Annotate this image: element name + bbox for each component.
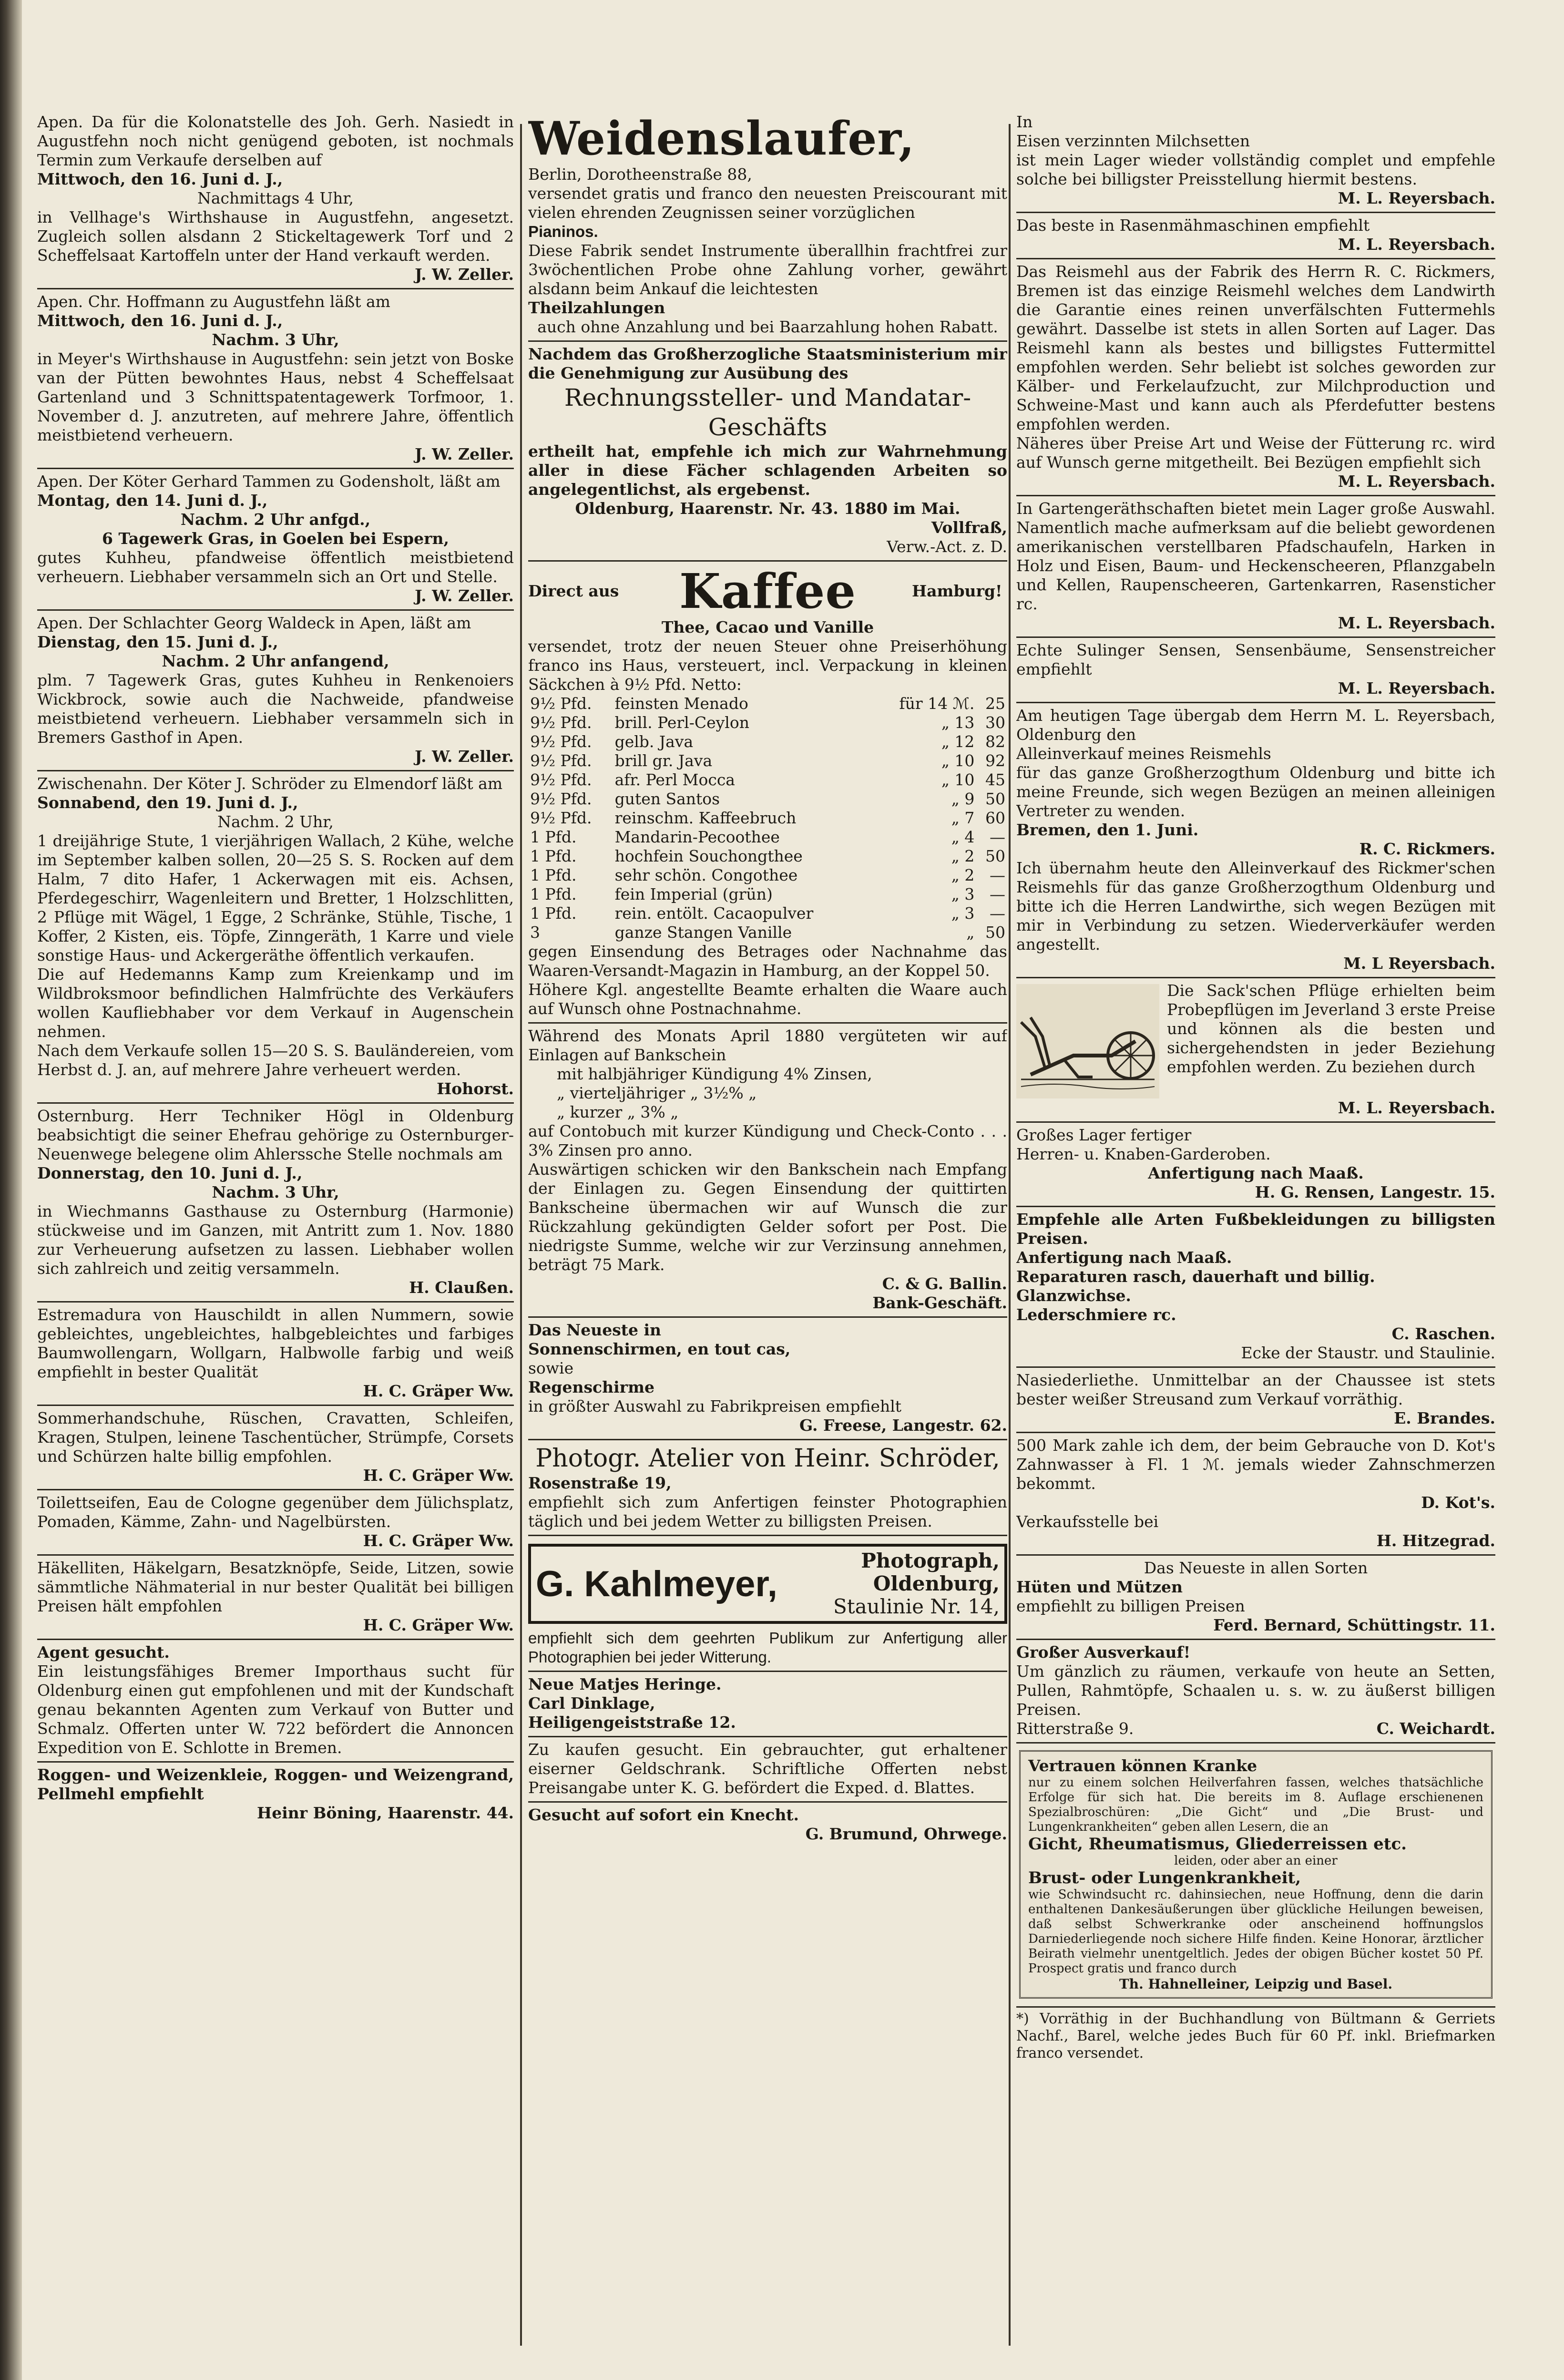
price-cell-c: 50 [985,847,1005,865]
price-row [528,923,1007,942]
column-rule [1009,124,1011,2346]
page-gutter [0,0,22,2380]
ad-signature: D. Kot's. [1421,1493,1495,1512]
ad-body: gutes Kuhheu, pfandweise öffentlich meistbietend verheuern. Liebhaber versammeln sich an Ort und Stelle. [37,548,514,586]
ad-body: Estremadura von Hauschildt in allen Nummern, sowie gebleichtes, ungebleichtes, halbgebleichtes und farbiges Baumwollengarn, Wollgarn, Halbwolle farbig und weiß empfiehlt in bester Qualität [37,1305,514,1381]
ad-time: Nachm. 3 Uhr, [212,330,339,349]
ad-body: Nach dem Verkaufe sollen 15—20 S. S. Bauländereien, vom Herbst d. J. an, auf mehrere Jahre verheuert werden. [37,1041,514,1079]
ad-signature: C. Raschen. [1391,1324,1495,1343]
ad-title: Photogr. Atelier von Heinr. Schröder, [535,1444,1000,1473]
ad-text: Das Neueste in allen Sorten [1144,1559,1368,1577]
ad-text: versendet gratis und franco den neuesten Preiscourant mit vielen ehrenden Zeugnissen seiner vorzüglichen [528,184,1007,222]
ad-graeper-handschuhe [37,1406,514,1490]
ad-title: Großes Lager fertiger [1016,1126,1192,1144]
plough-illustration [1016,984,1159,1098]
ad-date: Mittwoch, den 16. Juni d. J., [37,170,283,188]
ad-title: Neue Matjes Heringe. [528,1675,722,1693]
ad-apen-waldeck [37,611,514,771]
ad-line: Glanzwichse. [1016,1286,1131,1305]
price-row [528,847,1007,866]
ad-text: Apen. Chr. Hoffmann zu Augustfehn läßt am [37,292,390,311]
price-cell-q: 3 [530,923,540,942]
price-cell-p: „ 4 [951,828,975,846]
price-cell-n: rein. entölt. Cacaopulver [614,904,814,923]
kahlmeyer-details [777,1549,1000,1618]
column-right [1016,110,1495,2360]
ad-signature-sub: Ecke der Staustr. und Staulinie. [1241,1344,1495,1362]
ad-signature: Th. Hahnelleiner, Leipzig und Basel. [1119,1976,1393,1992]
ad-line: Heiligengeiststraße 12. [528,1713,736,1732]
detail-line: Oldenburg, [873,1572,1000,1595]
ad-signature: M. L. Reyersbach. [1338,189,1495,207]
price-cell-n: feinsten Menado [614,694,748,713]
ad-date: Dienstag, den 15. Juni d. J., [37,633,278,651]
ad-text: Während des Monats April 1880 vergüteten wir auf Einlagen auf Bankschein [528,1026,1007,1064]
price-cell-c: — [990,904,1005,923]
ad-text: Am heutigen Tage übergab dem Herrn M. L. Reyersbach, Oldenburg den [1016,706,1495,744]
ad-schroeder-photo [528,1440,1007,1536]
ad-body: Ich übernahm heute den Alleinverkauf des Rickmer'schen Reismehls für das ganze Großherzogthum Oldenburg und bitte ich die Herren Landwirthe, sich wegen Bezügen mit mir in Verbindung zu setzen. Wiederverkäufer werden angestellt. [1016,859,1495,954]
ad-graeper-toilette [37,1490,514,1556]
ad-body: Die Sack'schen Pflüge erhielten beim Probepflügen im Jeverland 3 erste Preise und können als die besten und sichergehendsten in jeder Beziehung empfohlen werden. Zu beziehen durch [1167,981,1495,1076]
ad-title: Agent gesucht. [37,1643,170,1662]
price-cell-p: „ 7 [951,809,975,827]
ad-time: Nachm. 2 Uhr, [217,812,334,831]
ad-body: Verkaufsstelle bei [1016,1512,1159,1531]
price-cell-p: „ [966,923,975,942]
ad-brandes [1016,1368,1495,1433]
price-row [528,866,1007,885]
ad-body: Anfertigung nach Maaß. [1148,1164,1364,1182]
ad-signature: H. Hitzegrad. [1376,1531,1495,1550]
ad-time: Nachmittags 4 Uhr, [197,189,354,207]
price-cell-q: 9½ Pfd. [530,809,592,827]
detail-line: Photograph, [861,1549,1000,1572]
price-cell-c: 92 [985,751,1005,770]
ad-body: Die auf Hedemanns Kamp zum Kreienkamp und im Wildbroksmoor befindlichen Halmfrüchte des Verkäufers wollen Kaufliebhaber vor dem Verkauf in Augenschein nehmen. [37,965,514,1041]
ad-footnote [1016,2008,1495,2066]
ad-text: Apen. Der Köter Gerhard Tammen zu Godensholt, läßt am [37,472,501,491]
ad-signature: H. C. Gräper Ww. [363,1616,514,1634]
ad-body: Echte Sulinger Sensen, Sensenbäume, Sensenstreicher empfiehlt [1016,641,1495,678]
ad-freese [528,1318,1007,1440]
ad-title: Herren- u. Knaben-Garderoben. [1016,1145,1271,1163]
ad-body: Nasiederliethe. Unmittelbar an der Chaussee ist stets bester weißer Streusand zum Verkauf vorräthig. [1016,1371,1495,1408]
ad-footer: auch ohne Anzahlung und bei Baarzahlung hohen Rabatt. [537,318,998,336]
kahlmeyer-box [528,1544,1007,1624]
ad-signature: M. L. Reyersbach. [1338,1098,1495,1117]
detail-line: Staulinie Nr. 14, [833,1595,1000,1618]
ad-address: Ritterstraße 9. [1016,1719,1134,1738]
price-cell-n: ganze Stangen Vanille [614,923,792,942]
price-cell-c: 25 [985,694,1005,713]
price-cell-c: 30 [985,713,1005,732]
ad-time: Nachm. 2 Uhr anfgd., [180,510,371,529]
ad-body: Das Reismehl aus der Fabrik des Herrn R. C. Rickmers, Bremen ist das einzige Reismehl welches dem Landwirth die Garantie eines reinen unverfälschten Futtermehls gewährt. Dasselbe ist stets in allen Sorten auf Lager. Das Reismehl kann als bestes und billigstes Futtermittel empfohlen werden. Sehr beliebt ist solches geworden zur Kälber- und Ferkelaufzucht, zur Milchproduction und Schweine-Mast und kann auch als Pferdefutter bestens empfohlen werden. [1016,262,1495,433]
ad-body: für das ganze Großherzogthum Oldenburg und bitte ich meine Freunde, sich wegen Bezügen an meinen alleinigen Vertreter zu wenden. [1016,763,1495,820]
ad-body: Ein leistungsfähiges Bremer Importhaus sucht für Oldenburg einen gut empfohlenen und mit der Kundschaft genau bekannten Agenten zum Verkauf von Butter und Schmalz. Offerten unter W. 722 befördert die Annoncen Expedition von E. Schlotte in Bremen. [37,1662,514,1757]
ad-signature: M. L. Reyersbach. [1338,235,1495,254]
price-cell-c: 82 [985,732,1005,751]
rate-line: mit halbjähriger Kündigung 4% Zinsen, [557,1065,872,1083]
ad-signature: H. G. Rensen, Langestr. 15. [1255,1183,1495,1201]
column-middle [528,110,1007,2360]
ad-text: In [1016,113,1033,131]
ad-rasenmaeh [1016,213,1495,259]
price-cell-c: — [990,885,1005,903]
price-cell-c: 60 [985,809,1005,827]
price-row [528,713,1007,732]
ad-title: Weidenslaufer, [528,112,915,165]
ad-body: Häkelliten, Häkelgarn, Besatzknöpfe, Seide, Litzen, sowie sämmtliche Nähmaterial in nur bester Qualität bei billigen Preisen hält empfohlen [37,1559,514,1615]
ad-signature: H. C. Gräper Ww. [363,1531,514,1550]
price-cell-c: 50 [985,923,1005,942]
ad-bernard [1016,1556,1495,1640]
ad-gartengeraete [1016,496,1495,638]
ad-city: Berlin, Dorotheenstraße 88, [528,165,752,184]
price-cell-q: 9½ Pfd. [530,732,592,751]
ad-date: Mittwoch, den 16. Juni d. J., [37,311,283,330]
ad-dinklage [528,1672,1007,1737]
price-row [528,732,1007,751]
ad-signature: Heinr Böning, Haarenstr. 44. [257,1804,514,1822]
ad-body: empfiehlt sich zum Anfertigen feinster Photographien täglich und bei jedem Wetter zu billigsten Preisen. [528,1493,1007,1530]
price-cell-q: 1 Pfd. [530,885,577,903]
ad-body: empfiehlt sich dem geehrten Publikum zur Anfertigung aller Photographien bei jeder Witterung. [528,1629,1007,1666]
ad-signature: H. Claußen. [409,1278,514,1297]
rate-line: „ vierteljähriger „ 3½% „ [557,1084,757,1102]
weichardt-footer [1016,1719,1495,1738]
ad-agent-gesucht [37,1640,514,1763]
price-cell-q: 9½ Pfd. [530,713,592,732]
ad-body: Sommerhandschuhe, Rüschen, Cravatten, Schleifen, Kragen, Stulpen, leinene Taschentücher, Strümpfe, Corsets und Schürzen halte billig empfohlen. [37,1409,514,1466]
ad-text: leiden, oder aber an einer [1174,1854,1338,1868]
ad-kahlmeyer [528,1536,1007,1672]
ad-line: Empfehle alle Arten Fußbekleidungen zu billigsten Preisen. [1016,1210,1495,1248]
column-left [37,110,514,2360]
price-row [528,790,1007,809]
price-cell-n: brill gr. Java [614,751,713,770]
ad-body: Näheres über Preise Art und Weise der Fütterung rc. wird auf Wunsch gerne mitgetheilt. Bei Bezügen empfiehlt sich [1016,434,1495,472]
ad-text: versendet, trotz der neuen Steuer ohne Preiserhöhung franco ins Haus, versteuert, incl. Verpackung in kleinen Säckchen à 9½ Pfd. Netto: [528,637,1007,694]
ad-line: 6 Tagewerk Gras, in Goelen bei Espern, [102,529,449,548]
price-cell-n: reinschm. Kaffeebruch [614,809,797,827]
ad-body: Toilettseifen, Eau de Cologne gegenüber dem Jülichsplatz, Pomaden, Kämme, Zahn- und Nagelbürsten. [37,1493,514,1531]
ad-body: Um gänzlich zu räumen, verkaufe von heute an Setten, Pullen, Rahmtöpfe, Schaalen u. s. w. zu äußerst billigen Preisen. [1016,1662,1495,1719]
ad-signature: Vollfraß, [931,518,1007,537]
ad-line: Reparaturen rasch, dauerhaft und billig. [1016,1267,1375,1286]
vertrauen-box [1019,1750,1492,1999]
price-row [528,694,1007,713]
ad-title: Rechnungssteller- und Mandatar-Geschäfts [564,384,971,441]
ad-text: Das Neueste in [528,1321,662,1339]
ad-body: 500 Mark zahle ich dem, der beim Gebrauche von D. Kot's Zahnwasser à Fl. 1 ℳ. jemals wieder Zahnschmerzen bekommt. [1016,1436,1495,1493]
price-cell-n: Mandarin-Pecoothee [614,828,780,846]
ad-body: Höhere Kgl. angestellte Beamte erhalten die Waare auch auf Wunsch ohne Postnachnahme. [528,980,1007,1018]
ad-signature: H. C. Gräper Ww. [363,1466,514,1485]
price-row [528,751,1007,770]
ad-text: sowie [528,1359,574,1377]
price-cell-p: „ 12 [941,732,975,751]
ad-product: Pianinos. [528,223,598,240]
ad-body: In Gartengeräthschaften bietet mein Lager große Auswahl. Namentlich mache aufmerksam auf die beliebt gewordenen amerikanischen verstellbaren Pfadschaufeln, Harken in Holz und Eisen, Baum- und Heckenscheeren, Pflanzgabeln und Kellen, Raupenscheeren, Gartenkarren, Rasensticher rc. [1016,499,1495,613]
ad-date: Montag, den 14. Juni d. J., [37,491,268,510]
price-row [528,885,1007,904]
ad-signature: J. W. Zeller. [415,445,514,463]
price-cell-c: — [990,828,1005,846]
ad-body: in Vellhage's Wirthshause in Augustfehn, angesetzt. Zugleich sollen alsdann 2 Stickeltagewerk Torf und 2 Scheffelsaat Kartoffeln unter der Hand verkauft werden. [37,208,514,265]
ad-left: Direct aus [528,582,619,600]
ad-weidenslaufer [528,110,1007,342]
ad-title: Hüten und Mützen [1016,1578,1183,1596]
ad-body: in Meyer's Wirthshause in Augustfehn: sein jetzt von Boske van der Pütten bewohntes Haus, nebst 4 Scheffelsaat Gartenland und 3 Schnittspatentagewerk Torfmoor, 1. November d. J. anzutreten, auf mehrere Jahre, öffentlich meistbietend verheuern. [37,349,514,444]
price-cell-p: „ 2 [951,866,975,884]
ad-signature: H. C. Gräper Ww. [363,1382,514,1400]
price-cell-p: „ 9 [951,790,975,808]
ad-right: Hamburg! [912,582,1002,600]
ad-title: Vertrauen können Kranke [1028,1756,1257,1775]
ad-apen-nasiedt [37,110,514,289]
price-cell-n: sehr schön. Congothee [614,866,798,884]
ad-line: Carl Dinklage, [528,1694,655,1713]
price-cell-p: „ 10 [941,751,975,770]
ad-signature: J. W. Zeller. [415,265,514,284]
ad-pfluege [1016,978,1495,1123]
ad-signature: G. Freese, Langestr. 62. [799,1416,1007,1435]
ad-signature: G. Brumund, Ohrwege. [805,1825,1007,1843]
price-cell-q: 1 Pfd. [530,847,577,865]
ad-ballin [528,1024,1007,1318]
ad-text: Zwischenahn. Der Köter J. Schröder zu Elmendorf läßt am [37,774,503,793]
ad-text: Osternburg. Herr Techniker Högl in Oldenburg beabsichtigt die seiner Ehefrau gehörige zu Osternburger-Neuenwege belegene olim Ahlerssche Stelle nochmals am [37,1107,514,1163]
ad-time: Nachm. 3 Uhr, [212,1183,339,1201]
price-cell-q: 9½ Pfd. [530,751,592,770]
ad-graeper-haekel [37,1556,514,1640]
price-cell-q: 9½ Pfd. [530,694,592,713]
ad-highlight: Brust- oder Lungenkrankheit, [1028,1868,1301,1888]
ad-body: Gesucht auf sofort ein Knecht. [528,1806,799,1824]
ad-title: Regenschirme [528,1378,654,1396]
price-cell-p: für 14 ℳ. [899,694,975,713]
kaffee-header [528,564,1007,618]
ad-kaffee [528,562,1007,1024]
price-cell-c: 50 [985,790,1005,808]
price-cell-c: 45 [985,770,1005,789]
ad-name: G. Kahlmeyer, [536,1563,777,1604]
ad-kots [1016,1433,1495,1556]
price-row [528,904,1007,923]
ad-body: plm. 7 Tagewerk Gras, gutes Kuhheu in Renkenoiers Wickbrock, sowie auch die Nachweide, pfandweise meistbietend verheuern. Liebhaber versammeln sich in Bremers Gasthof in Apen. [37,671,514,747]
price-cell-q: 9½ Pfd. [530,770,592,789]
ad-text: Apen. Der Schlachter Georg Waldeck in Apen, läßt am [37,614,471,632]
ad-body: in größter Auswahl zu Fabrikpreisen empfiehlt [528,1397,902,1416]
column-rule [520,124,522,2346]
ad-title: Eisen verzinnten Milchsetten [1016,132,1250,150]
ad-vertrauen [1016,1744,1495,2008]
price-cell-p: „ 13 [941,713,975,732]
ad-boening [37,1763,514,1826]
price-cell-n: hochfein Souchongthee [614,847,803,865]
price-cell-p: „ 2 [951,847,975,865]
price-cell-p: „ 10 [941,770,975,789]
ad-date: Sonnabend, den 19. Juni d. J., [37,793,298,812]
ad-signature: Ferd. Bernard, Schüttingstr. 11. [1213,1616,1495,1634]
ad-signature: C. Weichardt. [1376,1719,1495,1738]
ad-signature: M. L. Reyersbach. [1338,614,1495,632]
ad-milchsetten [1016,110,1495,213]
ad-alleinverkauf [1016,703,1495,978]
ad-highlight: Gicht, Rheumatismus, Gliederreissen etc. [1028,1835,1407,1854]
ad-zwischenahn-schroeder [37,771,514,1104]
price-cell-q: 1 Pfd. [530,866,577,884]
ad-body: empfiehlt zu billigen Preisen [1016,1597,1245,1615]
ad-signature: M. L Reyersbach. [1343,954,1495,973]
ad-address: Rosenstraße 19, [528,1474,672,1492]
price-table [528,694,1007,942]
ad-time: Nachm. 2 Uhr anfangend, [162,652,389,670]
price-row [528,770,1007,790]
ad-signature: J. W. Zeller. [415,747,514,766]
footnote: *) Vorräthig in der Buchhandlung von Bültmann & Gerriets Nachf., Barel, welche jedes Buch für 60 Pf. inkl. Briefmarken franco versendet. [1016,2011,1495,2062]
price-row [528,828,1007,847]
ad-vollfrass [528,342,1007,562]
ad-body: ist mein Lager wieder vollständig complet und empfehle solche bei billigster Preisstellung hiermit bestens. [1016,151,1495,188]
ad-body: ertheilt hat, empfehle ich mich zur Wahrnehmung aller in diese Fächer schlagenden Arbeiten so angelegentlichst, als ergebenst. [528,442,1007,499]
price-cell-q: 1 Pfd. [530,828,577,846]
ad-signature: C. & G. Ballin. [882,1274,1007,1293]
ad-apen-hoffmann [37,289,514,469]
ad-body: gegen Einsendung des Betrages oder Nachnahme das Waaren-Versandt-Magazin in Hamburg, an der Koppel 50. [528,942,1007,980]
ad-graeper-garn [37,1303,514,1406]
price-cell-n: afr. Perl Mocca [614,770,735,789]
ad-title: Großer Ausverkauf! [1016,1643,1191,1662]
ad-place: Bremen, den 1. Juni. [1016,821,1199,839]
ad-geldschrank [528,1737,1007,1803]
ad-date: Donnerstag, den 10. Juni d. J., [37,1164,303,1182]
ad-signature: Hohorst. [437,1079,514,1098]
price-cell-n: guten Santos [614,790,720,808]
ad-apen-tammen [37,469,514,611]
ad-body: Zu kaufen gesucht. Ein gebrauchter, gut erhaltener eiserner Geldschrank. Schriftliche Offerten nebst Preisangabe unter K. G. befördert die Exped. d. Blattes. [528,1740,1007,1797]
ad-body: in Wiechmanns Gasthause zu Osternburg (Harmonie) stückweise und im Ganzen, mit Antritt zum 1. Nov. 1880 zur Verheuerung aufsetzen zu lassen. Liebhaber wollen sich zahlreich und zeitig versammeln. [37,1202,514,1278]
ad-line: Lederschmiere rc. [1016,1305,1176,1324]
ad-title: Alleinverkauf meines Reismehls [1016,744,1271,763]
ad-line: Anfertigung nach Maaß. [1016,1248,1232,1267]
ad-knecht [528,1803,1007,1847]
ad-body: wie Schwindsucht rc. dahinsiechen, neue Hoffnung, denn die darin enthaltenen Dankesäußerungen über glückliche Heilungen beweisen, daß selbst Schwerkranke oder anscheinend hoffnungslos Darniederliegende noch sichere Hilfe finden. Keine Honorar, ärztlicher Beirath vielmehr unentgeltlich. Jedes der obigen Bücher kostet 50 Pf. Prospect gratis und franco durch [1028,1888,1483,1976]
ad-body: 1 dreijährige Stute, 1 vierjährigen Wallach, 2 Kühe, welche im September kalben sollen, 20—25 S. S. Rocken auf dem Halm, 7 dito Hafer, 1 Ackerwagen mit eis. Achsen, Pferdegeschirr, Wagenleitern und Bretter, 1 Holzschlitten, 2 Pflüge mit Wägel, 1 Egge, 2 Schränke, Stühle, Tische, 1 Koffer, 2 Kisten, eis. Töpfe, Zinngeräth, 1 Karre und viele sonstige Haus- und Ackergeräthe öffentlich verkaufen. [37,831,514,964]
ad-signature: R. C. Rickmers. [1359,840,1495,858]
price-cell-n: brill. Perl-Ceylon [614,713,749,732]
price-cell-n: fein Imperial (grün) [614,885,773,903]
ad-place: Oldenburg, Haarenstr. Nr. 43. 1880 im Mai. [575,499,961,518]
ad-signature: M. L. Reyersbach. [1338,472,1495,491]
ad-body: Das beste in Rasenmähmaschinen empfiehlt [1016,216,1370,235]
price-cell-p: „ 3 [951,904,975,923]
rate-line: auf Contobuch mit kurzer Kündigung und Check-Conto . . . 3% Zinsen pro anno. [528,1122,1007,1159]
price-cell-n: gelb. Java [614,732,694,751]
ad-title: Kaffee [679,563,856,619]
price-cell-p: „ 3 [951,885,975,903]
ad-body: Diese Fabrik sendet Instrumente überallhin frachtfrei zur 3wöchentlichen Probe ohne Zahlung vorher, gewährt alsdann beim Ankauf die leichtesten [528,241,1007,298]
ad-signature-sub: Verw.-Act. z. D. [887,537,1007,556]
ad-heading: Theilzahlungen [528,298,665,317]
ad-weichardt [1016,1640,1495,1744]
price-cell-q: 9½ Pfd. [530,790,592,808]
price-cell-q: 1 Pfd. [530,904,577,923]
ad-subtitle: Thee, Cacao und Vanille [661,618,874,636]
ad-raschen [1016,1207,1495,1368]
ad-rensen [1016,1123,1495,1207]
ad-body: Auswärtigen schicken wir den Bankschein nach Empfang der Einlagen zu. Gegen Einsendung der quittirten Bankscheine übermachen wir auf Wunsch die zur Rückzahlung gekündigten Gelder sofort per Post. Die niedrigste Summe, welche wir zur Verzinsung annehmen, beträgt 75 Mark. [528,1160,1007,1274]
ad-reismehl [1016,259,1495,496]
ad-signature: J. W. Zeller. [415,586,514,605]
ad-text: Apen. Da für die Kolonatstelle des Joh. Gerh. Nasiedt in Augustfehn noch nicht genügend geboten, ist nochmals Termin zum Verkaufe derselben auf [37,113,514,169]
ad-osternburg [37,1104,514,1303]
ad-sensen [1016,638,1495,703]
ad-title: Sonnenschirmen, en tout cas, [528,1340,791,1358]
rate-line: „ kurzer „ 3% „ [557,1103,679,1121]
ad-body: nur zu einem solchen Heilverfahren fassen, welches thatsächliche Erfolge für sich hat. Die bereits im 8. Auflage erschienenen Spezialbroschüren: „Die Gicht“ und „Die Brust- und Lungenkrankheiten“ geben allen Lesern, die an [1028,1775,1483,1834]
ad-signature: E. Brandes. [1394,1409,1495,1427]
ad-text: Nachdem das Großherzogliche Staatsministerium mir die Genehmigung zur Ausübung des [528,345,1007,382]
ad-signature-sub: Bank-Geschäft. [872,1293,1007,1312]
price-cell-c: — [990,866,1005,884]
ad-body: Roggen- und Weizenkleie, Roggen- und Weizengrand, Pellmehl empfiehlt [37,1765,514,1803]
price-row [528,809,1007,828]
ad-signature: M. L. Reyersbach. [1338,679,1495,698]
